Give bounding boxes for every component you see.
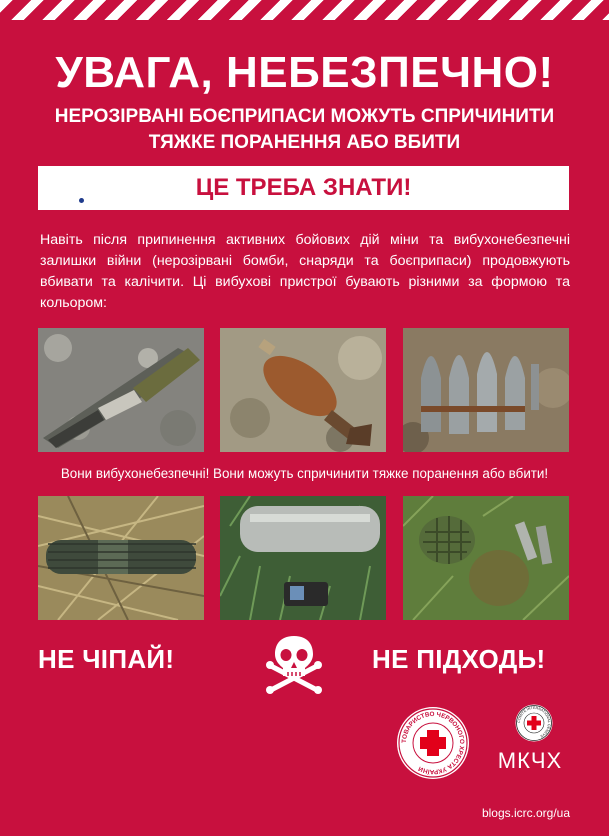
skull-crossbones-icon (263, 632, 325, 694)
subtitle-line-2: ТЯЖКЕ ПОРАНЕННЯ АБО ВБИТИ (148, 132, 461, 153)
org-abbreviation: МКЧХ (497, 748, 563, 773)
ua-logo-ring-text: ТОВАРИСТВО ЧЕРВОНОГО ХРЕСТА УКРАЇНИ (400, 710, 466, 776)
photo-rusty-munition (38, 496, 204, 620)
stripe-divider (0, 20, 609, 26)
subtitle-line-1: НЕРОЗІРВАНІ БОЄПРИПАСИ МОЖУТЬ СПРИЧИНИТИ (54, 106, 555, 127)
icrc-logo (515, 704, 553, 742)
dont-touch-label: НЕ ЧІПАЙ! (38, 644, 175, 674)
photo-grenades (403, 496, 569, 620)
photo-artillery-shells (403, 328, 569, 452)
intro-paragraph: Навіть після припинення активних бойових дій міни та вибухонебезпечні залишки війни (нерозірвані бомби, снаряди та боєприпаси) продовжують вбивати та калічити. Ці вибухові пристрої бувають різними за формою та кольором: (40, 232, 570, 311)
info-banner (38, 166, 569, 210)
page-title: УВАГА, НЕБЕЗПЕЧНО! (55, 48, 554, 97)
icrc-ring-text: COMITE INTERNATIONAL GENEVE (516, 705, 552, 739)
subtitle (20, 104, 589, 156)
photo-mortar-bomb (220, 328, 386, 452)
dont-approach-label: НЕ ПІДХОДЬ! (372, 644, 546, 674)
hazard-stripes (0, 0, 609, 20)
photo-submunition-phone (220, 496, 386, 620)
ukrainian-red-cross-logo (396, 706, 470, 780)
warning-text: Вони вибухонебезпечні! Вони можуть спричинити тяжке поранення або вбити! (60, 466, 549, 481)
source-url[interactable]: blogs.icrc.org/ua (481, 806, 570, 820)
banner-text: ЦЕ ТРЕБА ЗНАТИ! (195, 174, 412, 201)
photo-fuze-shell (38, 328, 204, 452)
